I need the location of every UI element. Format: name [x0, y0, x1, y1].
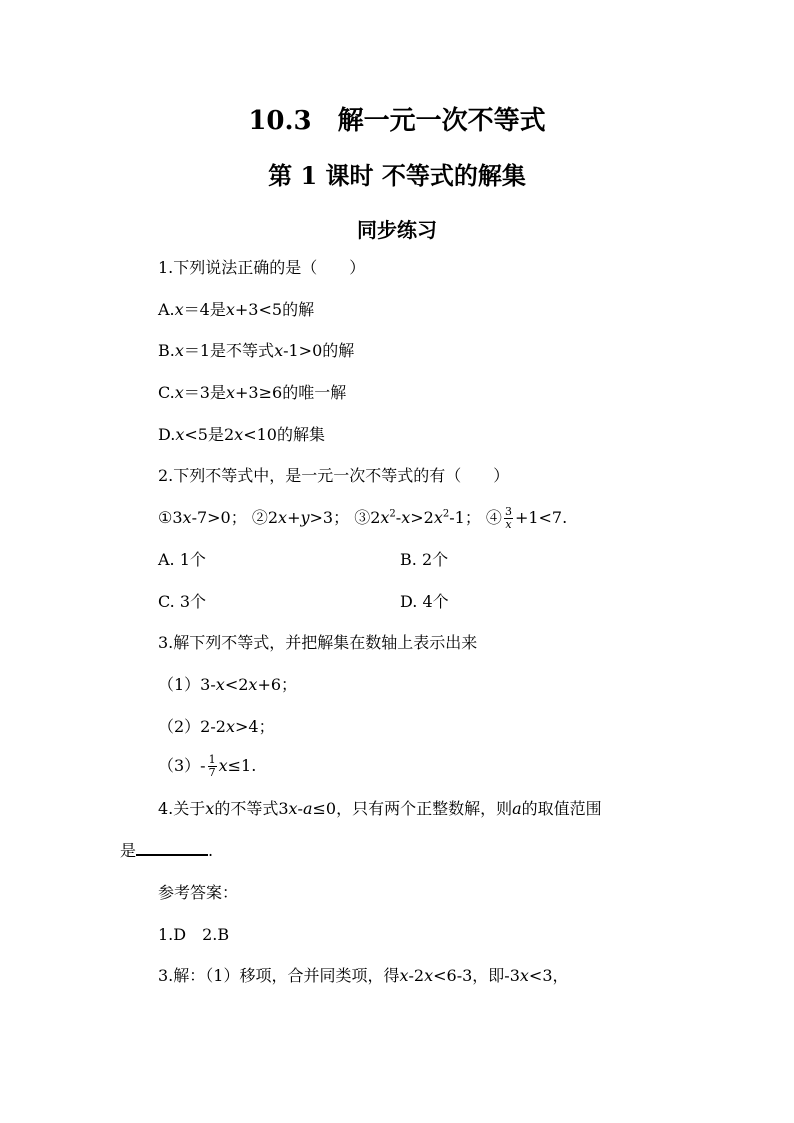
question-2-option-d: D. 4个 — [400, 592, 449, 611]
question-3-stem: 3.解下列不等式，并把解集在数轴上表示出来 — [158, 633, 478, 652]
lesson-subtitle: 第 1 课时 不等式的解集 — [268, 161, 526, 190]
fraction-1-over-7: $\frac{1}{7}$ — [208, 753, 216, 779]
question-2-inequalities: ①3x-7>0； ②2x+y>3； $③2x^2-x>2x^2-1$； ④ $\frac{3}{x}$ +1<7. — [158, 505, 568, 531]
fraction-3-over-x: $\frac{3}{x}$ — [504, 505, 512, 531]
question-3-part-3: （3）- $\frac{1}{7}$ x≤1. — [158, 753, 257, 779]
answers-heading: 参考答案： — [158, 883, 239, 902]
answer-3-solution: 3.解：（1）移项，合并同类项，得x-2x<6-3，即-3x<3， — [158, 966, 569, 985]
question-4-line-2: 是 . — [120, 841, 214, 860]
question-4-line-1: 4.关于x的不等式3x-a≤0，只有两个正整数解，则a的取值范围 — [158, 799, 602, 818]
question-2-option-b: B. 2个 — [400, 550, 449, 569]
section-heading: 同步练习 — [357, 218, 437, 242]
question-1-stem: 1.下列说法正确的是（ ） — [158, 258, 366, 277]
question-1-option-c: C.x＝3是x+3≥6的唯一解 — [158, 383, 347, 402]
answers-1-2: 1.D 2.B — [158, 925, 230, 944]
question-2-option-a: A. 1个 — [158, 550, 206, 569]
answer-blank — [136, 840, 208, 856]
question-1-option-d: D.x<5是2x<10的解集 — [158, 425, 325, 444]
question-3-part-1: （1）3-x<2x+6； — [158, 675, 298, 694]
question-2-stem: 2.下列不等式中，是一元一次不等式的有（ ） — [158, 466, 510, 485]
question-1-option-b: B.x＝1是不等式x-1>0的解 — [158, 341, 355, 360]
question-3-part-2: （2）2-2x>4； — [158, 717, 275, 736]
page-title: 10.3 解一元一次不等式 — [248, 106, 546, 136]
question-1-option-a: A.x＝4是x+3<5的解 — [158, 300, 315, 319]
question-2-option-c: C. 3个 — [158, 592, 207, 611]
